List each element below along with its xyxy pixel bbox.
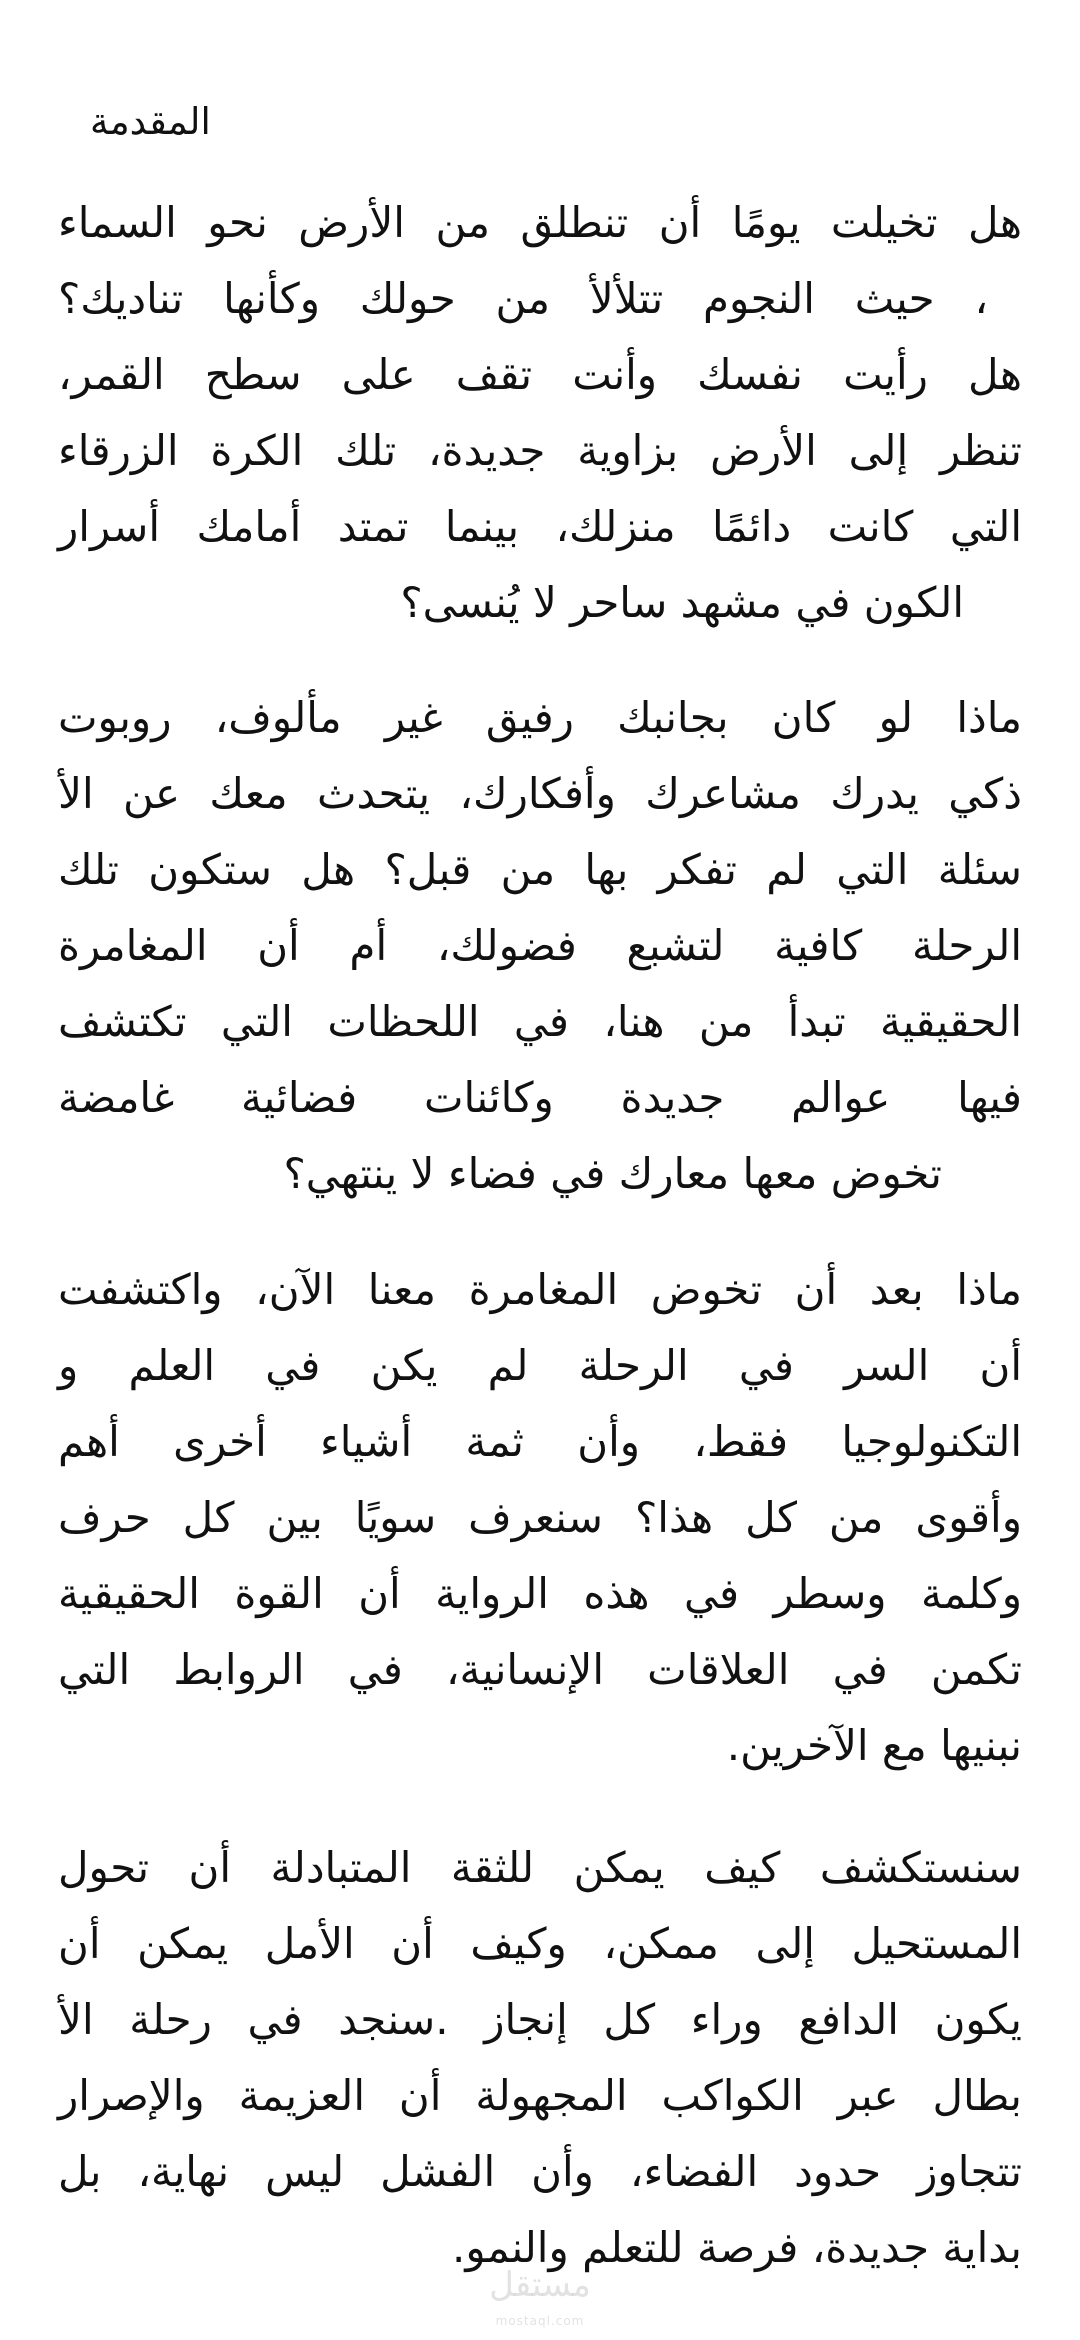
paragraph-line: الحقيقية تبدأ من هنا، في اللحظات التي تكتشف: [58, 997, 1022, 1046]
paragraph-line: تتجاوز حدود الفضاء، وأن الفشل ليس نهاية، بل: [58, 2147, 1022, 2196]
paragraph-line: المستحيل إلى ممكن، وكيف أن الأمل يمكن أن: [58, 1919, 1022, 1968]
paragraph-line: ماذا لو كان بجانبك رفيق غير مألوف، روبوت: [58, 693, 1022, 742]
document-heading: [0, 92, 1080, 152]
paragraph-line: ماذا بعد أن تخوض المغامرة معنا الآن، واكتشفت: [58, 1265, 1022, 1314]
paragraph-2: [58, 680, 1022, 1212]
paragraph-line: هل رأيت نفسك وأنت تقف على سطح القمر،: [58, 350, 1022, 399]
paragraph-line: الرحلة كافية لتشبع فضولك، أم أن المغامرة: [58, 921, 1022, 970]
paragraph-line: هل تخيلت يومًا أن تنطلق من الأرض نحو السماء: [58, 198, 1022, 247]
paragraph-line: وأقوى من كل هذا؟ سنعرف سويًا بين كل حرف: [58, 1493, 1022, 1542]
paragraph-line: سنستكشف كيف يمكن للثقة المتبادلة أن تحول: [58, 1843, 1022, 1892]
paragraph-line: الكون في مشهد ساحر لا يُنسى؟: [400, 578, 964, 627]
watermark-subtext: mostaql.com: [495, 2314, 585, 2328]
watermark-text: مستقل: [489, 2265, 591, 2305]
paragraph-line: وكلمة وسطر في هذه الرواية أن القوة الحقيقية: [58, 1569, 1022, 1618]
paragraph-line: التي كانت دائمًا منزلك، بينما تمتد أمامك أسرار: [58, 502, 1022, 551]
paragraph-line: بداية جديدة، فرصة للتعلم والنمو.: [452, 2223, 1022, 2272]
paragraph-3: [58, 1252, 1022, 1784]
paragraph-line: بطال عبر الكواكب المجهولة أن العزيمة والإصرار: [58, 2071, 1022, 2120]
paragraph-line: أن السر في الرحلة لم يكن في العلم و: [58, 1341, 1022, 1390]
paragraph-line: ذكي يدرك مشاعرك وأفكارك، يتحدث معك عن الأ: [58, 769, 1022, 818]
heading-text: المقدمة: [90, 100, 211, 143]
paragraph-1: [58, 185, 1022, 641]
paragraph-line: التكنولوجيا فقط، وأن ثمة أشياء أخرى أهم: [58, 1417, 1022, 1466]
paragraph-4: [58, 1830, 1022, 2286]
watermark-logo: [470, 2255, 610, 2328]
paragraph-line: ، حيث النجوم تتلألأ من حولك وكأنها تناديك؟: [58, 274, 988, 323]
paragraph-line: يكون الدافع وراء كل إنجاز .سنجد في رحلة الأ: [58, 1995, 1022, 2044]
paragraph-line: نبنيها مع الآخرين.: [726, 1721, 1022, 1770]
paragraph-line: تنظر إلى الأرض بزاوية جديدة، تلك الكرة الزرقاء: [58, 426, 1022, 475]
paragraph-line: تخوض معها معارك في فضاء لا ينتهي؟: [283, 1149, 942, 1198]
paragraph-line: فيها عوالم جديدة وكائنات فضائية غامضة: [58, 1073, 1022, 1122]
paragraph-line: تكمن في العلاقات الإنسانية، في الروابط التي: [58, 1645, 1022, 1694]
paragraph-line: سئلة التي لم تفكر بها من قبل؟ هل ستكون تلك: [58, 845, 1022, 894]
